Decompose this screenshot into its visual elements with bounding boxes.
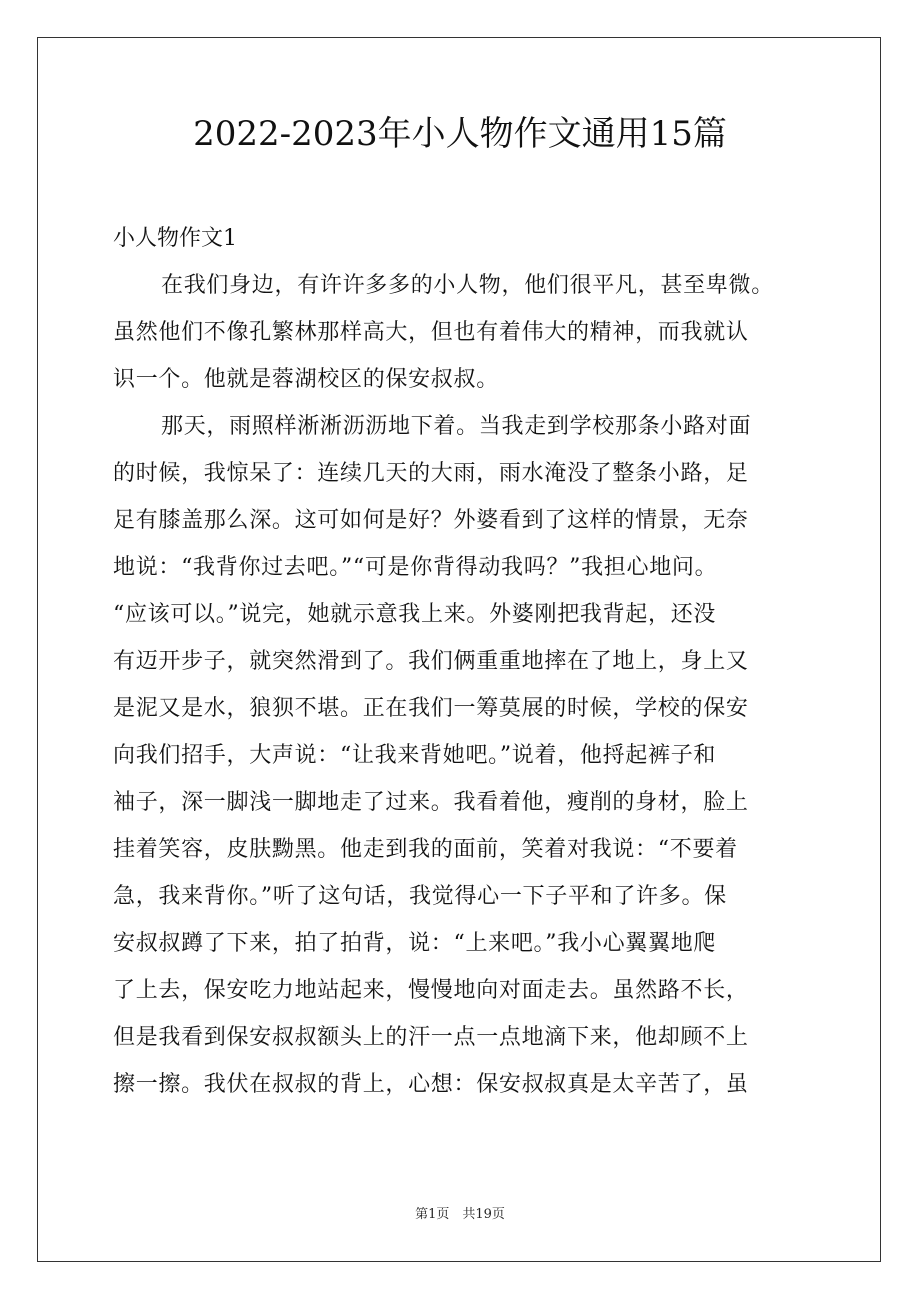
text-line: “应该可以。”说完，她就示意我上来。外婆刚把我背起，还没: [113, 602, 717, 627]
text-line: 有迈开步子，就突然滑到了。我们俩重重地摔在了地上，身上又: [113, 649, 749, 674]
document-body: [113, 215, 829, 1108]
text-line: 挂着笑容，皮肤黝黑。他走到我的面前，笑着对我说：“不要着: [113, 837, 738, 862]
paragraph-lines: [113, 262, 829, 1108]
text-line: 识一个。他就是蓉湖校区的保安叔叔。: [113, 367, 499, 392]
text-line: 安叔叔蹲了下来，拍了拍背，说：“上来吧。”我小心翼翼地爬: [113, 931, 717, 956]
text-line: 足有膝盖那么深。这可如何是好？外婆看到了这样的情景，无奈: [113, 508, 749, 533]
text-line: 是泥又是水，狼狈不堪。正在我们一筹莫展的时候，学校的保安: [113, 696, 749, 721]
document-title: 2022-2023年小人物作文通用15篇: [193, 114, 727, 154]
page-number-footer: 第1页 共19页: [415, 1207, 505, 1222]
section-heading: 小人物作文1: [113, 226, 237, 251]
text-line: 的时候，我惊呆了：连续几天的大雨，雨水淹没了整条小路，足: [113, 461, 749, 486]
text-line: 擦一擦。我伏在叔叔的背上，心想：保安叔叔真是太辛苦了，虽: [113, 1072, 749, 1097]
text-line: 在我们身边，有许许多多的小人物，他们很平凡，甚至卑微。: [161, 273, 774, 298]
text-line: 那天，雨照样淅淅沥沥地下着。当我走到学校那条小路对面: [161, 414, 752, 439]
text-line: 了上去，保安吃力地站起来，慢慢地向对面走去。虽然路不长，: [113, 978, 749, 1003]
text-line: 但是我看到保安叔叔额头上的汗一点一点地滴下来，他却顾不上: [113, 1025, 749, 1050]
text-line: 袖子，深一脚浅一脚地走了过来。我看着他，瘦削的身材，脸上: [113, 790, 749, 815]
text-line: 虽然他们不像孔繁林那样高大，但也有着伟大的精神，而我就认: [113, 320, 749, 345]
text-line: 急，我来背你。”听了这句话，我觉得心一下子平和了许多。保: [113, 884, 727, 909]
text-line: 地说：“我背你过去吧。”“可是你背得动我吗？”我担心地问。: [113, 555, 718, 580]
text-line: 向我们招手，大声说：“让我来背她吧。”说着，他捋起裤子和: [113, 743, 717, 768]
